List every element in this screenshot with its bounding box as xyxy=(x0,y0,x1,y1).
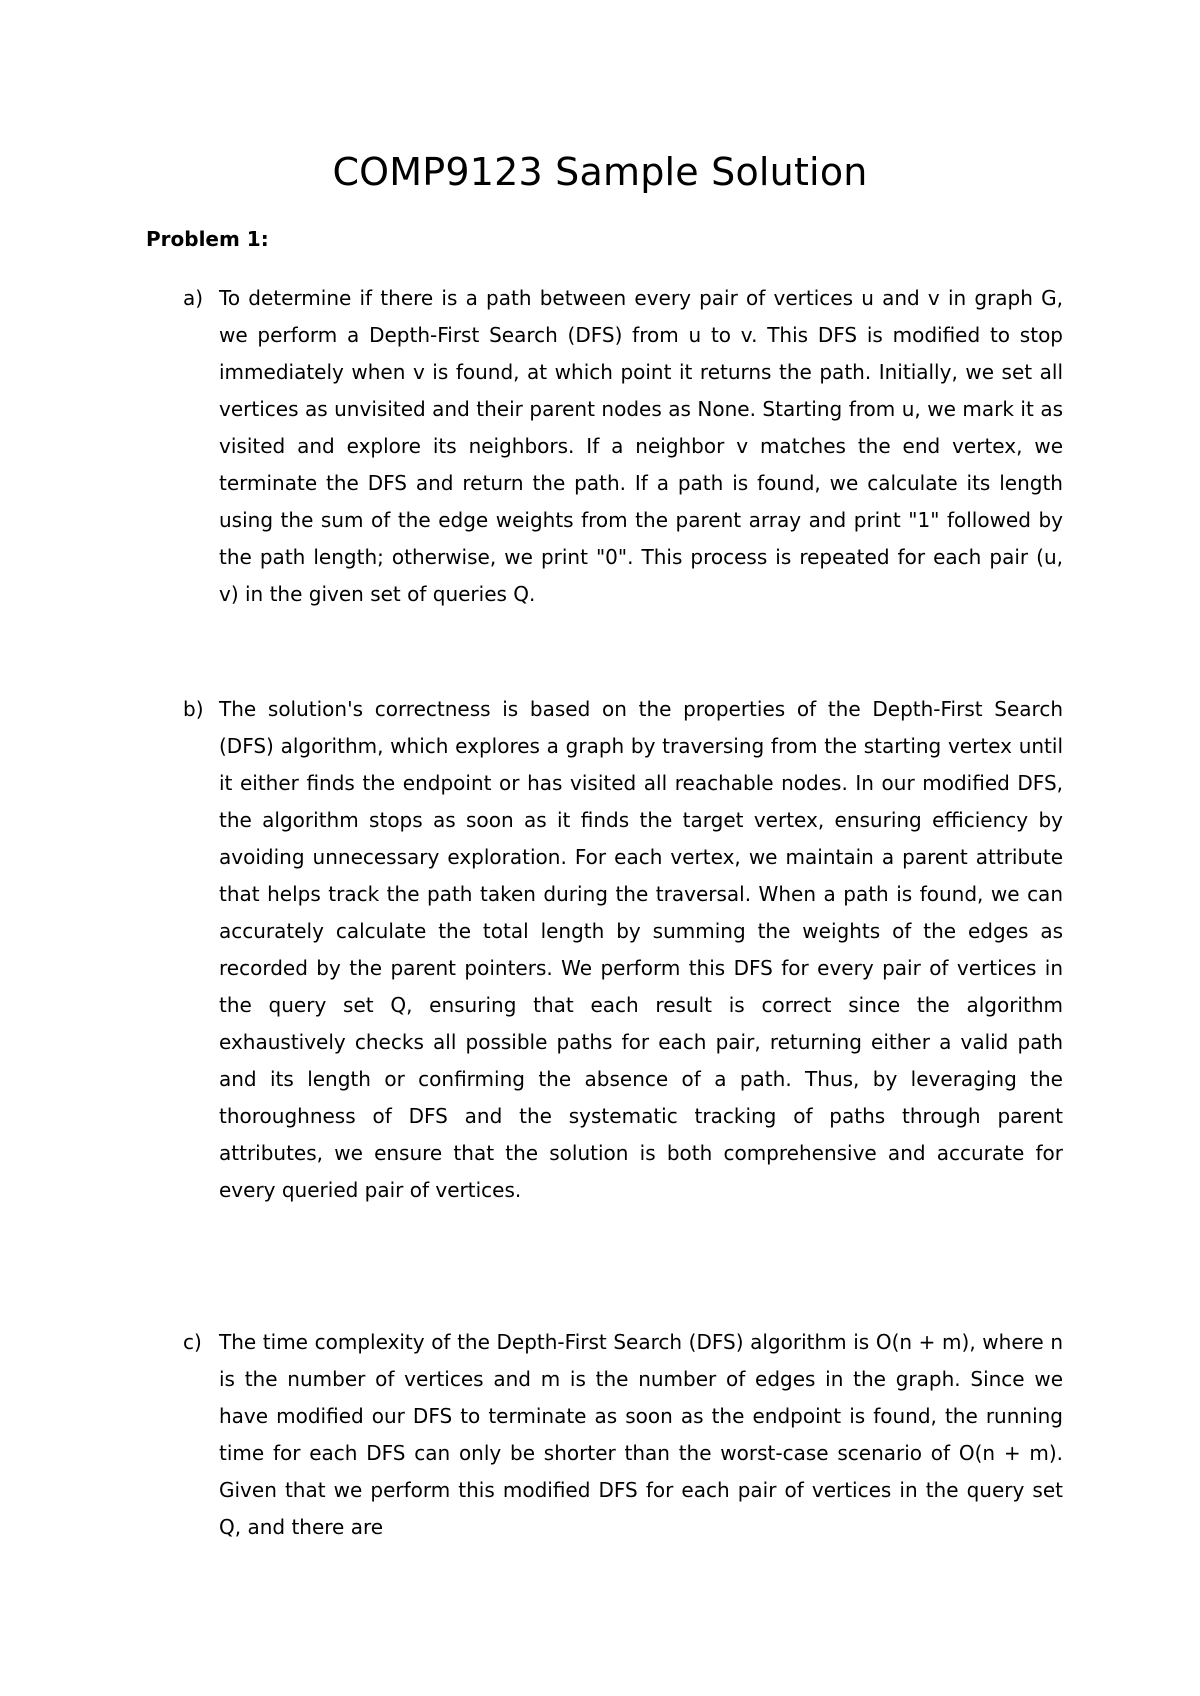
answer-item-a xyxy=(183,280,1063,613)
document-title: COMP9123 Sample Solution xyxy=(332,150,868,194)
answer-item-c xyxy=(183,1324,1063,1546)
answer-item-b xyxy=(183,691,1063,1209)
item-marker-a: a) xyxy=(183,286,204,310)
answer-text-b: The solution's correctness is based on the properties of the Depth-First Search (DFS) algorithm, which explores a graph by traversing from the starting vertex until it either finds the endpoint or has visited all reachable nodes. In our modified DFS, the algorithm stops as soon as it finds the target vertex, ensuring efficiency by avoiding unnecessary exploration. For each vertex, we maintain a parent attribute that helps track the path taken during the traversal. When a path is found, we can accurately calculate the total length by summing the weights of the edges as recorded by the parent pointers. We perform this DFS for every pair of vertices in the query set Q, ensuring that each result is correct since the algorithm exhaustively checks all possible paths for each pair, returning either a valid path and its length or confirming the absence of a path. Thus, by leveraging the thoroughness of DFS and the systematic tracking of paths through parent attributes, we ensure that the solution is both comprehensive and accurate for every queried pair of vertices. xyxy=(219,697,1063,1202)
item-marker-b: b) xyxy=(183,697,204,721)
answer-text-c: The time complexity of the Depth-First Search (DFS) algorithm is O(n + m), where n is the number of vertices and m is the number of edges in the graph. Since we have modified our DFS to terminate as soon as the endpoint is found, the running time for each DFS can only be shorter than the worst-case scenario of O(n + m). Given that we perform this modified DFS for each pair of vertices in the query set Q, and there are xyxy=(219,1330,1063,1539)
answer-text-a: To determine if there is a path between every pair of vertices u and v in graph G, we perform a Depth-First Search (DFS) from u to v. This DFS is modified to stop immediately when v is found, at which point it returns the path. Initially, we set all vertices as unvisited and their parent nodes as None. Starting from u, we mark it as visited and explore its neighbors. If a neighbor v matches the end vertex, we terminate the DFS and return the path. If a path is found, we calculate its length using the sum of the edge weights from the parent array and print "1" followed by the path length; otherwise, we print "0". This process is repeated for each pair (u, v) in the given set of queries Q. xyxy=(219,286,1063,606)
item-marker-c: c) xyxy=(183,1330,202,1354)
problem-heading: Problem 1: xyxy=(146,227,269,251)
